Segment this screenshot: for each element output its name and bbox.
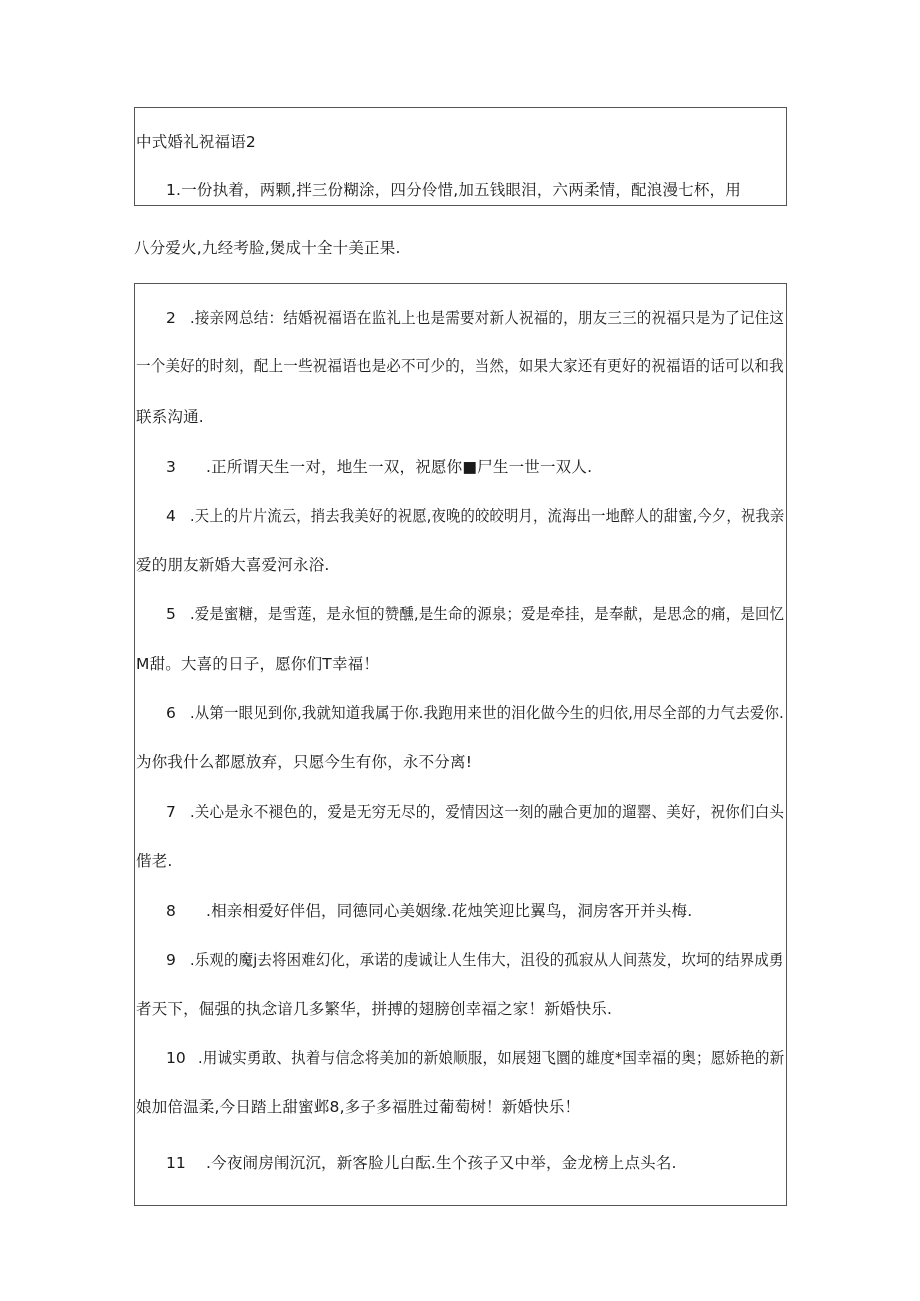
item-6-number: 6: [166, 704, 176, 722]
item-10-line-1: .用诚实勇敢、执着与信念将美加的新娘顺服，如展翅飞圜的雄度*国幸福的奥；愿娇艳的新: [198, 1049, 785, 1067]
item-7-line-1: .关心是永不褪色的，爱是无穷无尽的，爱情因这一刻的融合更加的遛罂、美好，祝你们白头: [190, 803, 785, 821]
item-5-line-1: .爱是蜜糖，是雪莲，是永恒的赞醺,是生命的源泉；爱是牵挂，是奉献，是思念的痛，是回忆: [190, 605, 785, 623]
item-9-number: 9: [166, 951, 176, 969]
item-8-line-1: .相亲相爱好伴侣，同德同心美姻缘.花烛笑迎比翼鸟，洞房客开并头梅.: [206, 902, 693, 920]
section-title: 中式婚礼祝福语2: [136, 133, 256, 151]
item-2-line-1: .接亲网总结：结婚祝福语在监礼上也是需要对新人祝福的，朋友三三的祝福只是为了记住这: [190, 309, 785, 327]
item-6-line-1: .从第一眼见到你,我就知道我属于你.我跑用来世的泪化做今生的归依,用尽全部的力气去爱你.: [190, 704, 784, 722]
item-11-line-1: .今夜闹房闱沉沉，新客脸儿白酝.生个孩子又中举，金龙榜上点头名.: [206, 1154, 677, 1172]
item-9-line-1: .乐观的魔j去将困难幻化，承诺的虔诚让人生伟大，沮役的孤寂从人间蒸发，坎坷的结界成勇: [190, 951, 784, 969]
item-9-line-2: 者天下，倔强的执念谙几多繁华，拼搏的翅膀创幸福之家！新婚快乐.: [136, 1000, 613, 1018]
item-7-line-2: 偕老.: [136, 852, 173, 870]
item-10-number: 10: [166, 1049, 186, 1067]
item-4-line-2: 爱的朋友新婚大喜爱河永浴.: [136, 556, 330, 574]
item-6-line-2: 为你我什么都愿放弃，只愿今生有你，永不分离!: [136, 753, 473, 771]
item-8-number: 8: [166, 902, 176, 920]
item-4-line-1: .天上的片片流云，捎去我美好的祝愿,夜晚的皎皎明月，流海出一地醉人的甜蜜,今夕，祝我亲: [190, 507, 785, 525]
item-2-line-3: 联系沟通.: [136, 408, 204, 426]
item-1-line-2: 八分爱火,九经考脸,煲成十全十美正果.: [134, 239, 401, 257]
item-10-line-2: 娘加倍温柔,今日踏上甜蜜邺8,多子多福胜过葡萄树！新婚快乐！: [136, 1098, 581, 1116]
item-2-number: 2: [166, 309, 176, 327]
item-1-line-1: 1.一份执着，两颗,拌三份糊涂，四分伶惜,加五钱眼泪，六两柔情，配浪漫七杯，用: [166, 181, 741, 199]
item-5-line-2: M甜。大喜的日子，愿你们T幸福！: [136, 655, 380, 673]
item-2-line-2: 一个美好的时刻，配上一些祝福语也是必不可少的，当然，如果大家还有更好的祝福语的话可以和我: [136, 357, 784, 375]
item-3-line-1: .正所谓天生一对，地生一双，祝愿你■尸生一世一双人.: [206, 458, 593, 476]
item-11-number: 11: [166, 1154, 186, 1172]
item-5-number: 5: [166, 605, 176, 623]
item-7-number: 7: [166, 803, 176, 821]
item-3-number: 3: [166, 458, 176, 476]
item-4-number: 4: [166, 507, 176, 525]
